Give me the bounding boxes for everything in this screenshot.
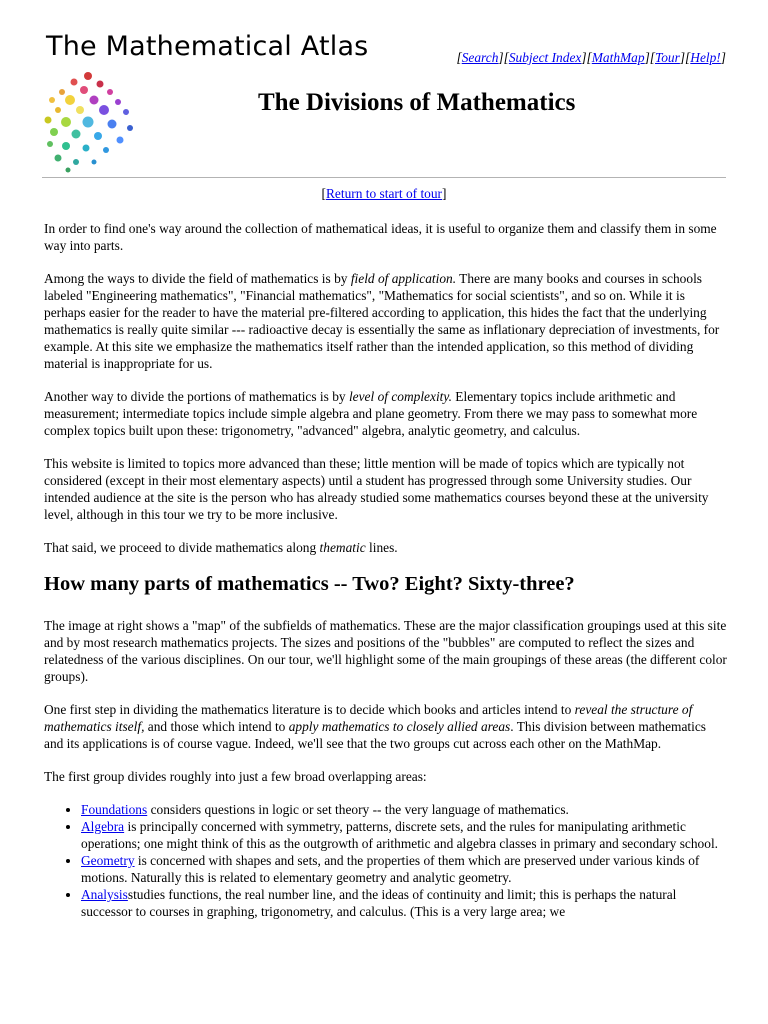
intro-paragraph-3 bbox=[44, 388, 728, 439]
intro-paragraph-4: This website is limited to topics more advanced than these; little mention will be made of topics which are typically not considered (except in their most elementary aspects) until a student has progressed through some University studies. Our intended audience at the site is the person who has already studied some mathematics courses beyond these at the university level, although in this tour we try to be more inclusive. bbox=[44, 456, 709, 522]
emphasis: thematic bbox=[319, 540, 366, 555]
geometry-link[interactable]: Geometry bbox=[81, 853, 135, 868]
areas-list bbox=[44, 801, 728, 920]
emphasis: reveal the structure of mathematics itself, bbox=[44, 702, 693, 734]
nav-help-link[interactable]: Help! bbox=[690, 50, 721, 65]
text-span: One first step in dividing the mathematics literature is to decide which books and articles intend to bbox=[44, 702, 575, 717]
list-item-analysis bbox=[81, 886, 728, 920]
list-item-text: considers questions in logic or set theory -- the very language of mathematics. bbox=[147, 802, 569, 817]
algebra-link[interactable]: Algebra bbox=[81, 819, 125, 834]
main-content bbox=[44, 220, 728, 920]
math-bubbles-logo[interactable] bbox=[40, 66, 140, 176]
list-item-algebra bbox=[81, 818, 728, 852]
text-span: lines. bbox=[365, 540, 398, 555]
list-item-text: studies functions, the real number line, and the ideas of continuity and limit; this is perhaps the natural successor to courses in graphing, trigonometry, and calculus. (This is a very large area; we bbox=[81, 887, 677, 919]
intro-paragraph-1: In order to find one's way around the collection of mathematical ideas, it is useful to organize them and classify them in some way into parts. bbox=[44, 221, 717, 253]
foundations-link[interactable]: Foundations bbox=[81, 802, 148, 817]
section-paragraph-2 bbox=[44, 701, 728, 752]
emphasis: field of application. bbox=[350, 271, 457, 286]
text-span: and those which intend to bbox=[144, 719, 289, 734]
emphasis: level of complexity. bbox=[348, 389, 452, 404]
text-span: Among the ways to divide the field of mathematics is by bbox=[44, 271, 351, 286]
nav-mathmap-link[interactable]: MathMap bbox=[591, 50, 645, 65]
text-span: That said, we proceed to divide mathematics along bbox=[44, 540, 320, 555]
list-item-text: is principally concerned with symmetry, patterns, discrete sets, and the rules for manipulating arithmetic operations; one might think of this as the outgrowth of arithmetic and algebra classes in primary and secondary school. bbox=[81, 819, 719, 851]
list-item-geometry bbox=[81, 852, 728, 886]
nav-tour-link[interactable]: Tour bbox=[655, 50, 680, 65]
section-heading: How many parts of mathematics -- Two? Eight? Sixty-three? bbox=[44, 573, 575, 595]
text-span: Another way to divide the portions of mathematics is by bbox=[44, 389, 349, 404]
page-title: The Divisions of Mathematics bbox=[258, 89, 576, 116]
tour-link-row: [Return to start of tour] bbox=[321, 186, 447, 201]
text-span: Elementary topics include arithmetic and measurement; intermediate topics include simple algebra and plane geometry. From there we may pass to somewhat more complex topics built upon these: trigonometry, "advanced" algebra, analytic geometry, and calculus. bbox=[44, 389, 698, 438]
text-span: There are many books and courses in schools labeled "Engineering mathematics", "Financial mathematics", "Mathematics for social scientists", and so on. While it is perhaps easier for the reader to have the material pre-filtered according to application, this hides the fact that the underlying mathematics is really quite similar --- radioactive decay is essentially the same as inflationary depreciation of investments, for example. At this site we emphasize the mathematics itself rather than the intended application, so this method of dividing material is inappropriate for us. bbox=[44, 271, 720, 371]
intro-paragraph-2 bbox=[44, 270, 728, 372]
header-divider bbox=[42, 177, 726, 178]
list-item-foundations bbox=[81, 801, 728, 818]
section-paragraph-3: The first group divides roughly into just a few broad overlapping areas: bbox=[44, 769, 427, 784]
text-span: . This division between mathematics and its applications is of course vague. Indeed, we'll see that the two groups cut across each other on the MathMap. bbox=[44, 719, 706, 751]
top-navigation: [Search][Subject Index][MathMap][Tour][Help!] bbox=[456, 50, 726, 65]
nav-subject-index-link[interactable]: Subject Index bbox=[508, 50, 582, 65]
intro-paragraph-5 bbox=[44, 539, 728, 556]
analysis-link[interactable]: Analysis bbox=[81, 887, 128, 902]
section-paragraph-1: The image at right shows a "map" of the subfields of mathematics. These are the major classification groupings used at this site and by most research mathematics projects. The sizes and positions of the "bubbles" are computed to reflect the sizes and relatedness of the various disciplines. On our tour, we'll highlight some of the main groupings of these areas (the different color groups). bbox=[44, 618, 727, 684]
nav-search-link[interactable]: Search bbox=[461, 50, 499, 65]
list-item-text: is concerned with shapes and sets, and the properties of them which are preserved under various kinds of motions. Naturally this is related to elementary geometry and analytic geometry. bbox=[81, 853, 700, 885]
return-to-tour-link[interactable]: Return to start of tour bbox=[325, 186, 443, 201]
site-logo-title[interactable]: The Mathematical Atlas bbox=[46, 31, 369, 62]
emphasis: apply mathematics to closely allied areas bbox=[288, 719, 511, 734]
